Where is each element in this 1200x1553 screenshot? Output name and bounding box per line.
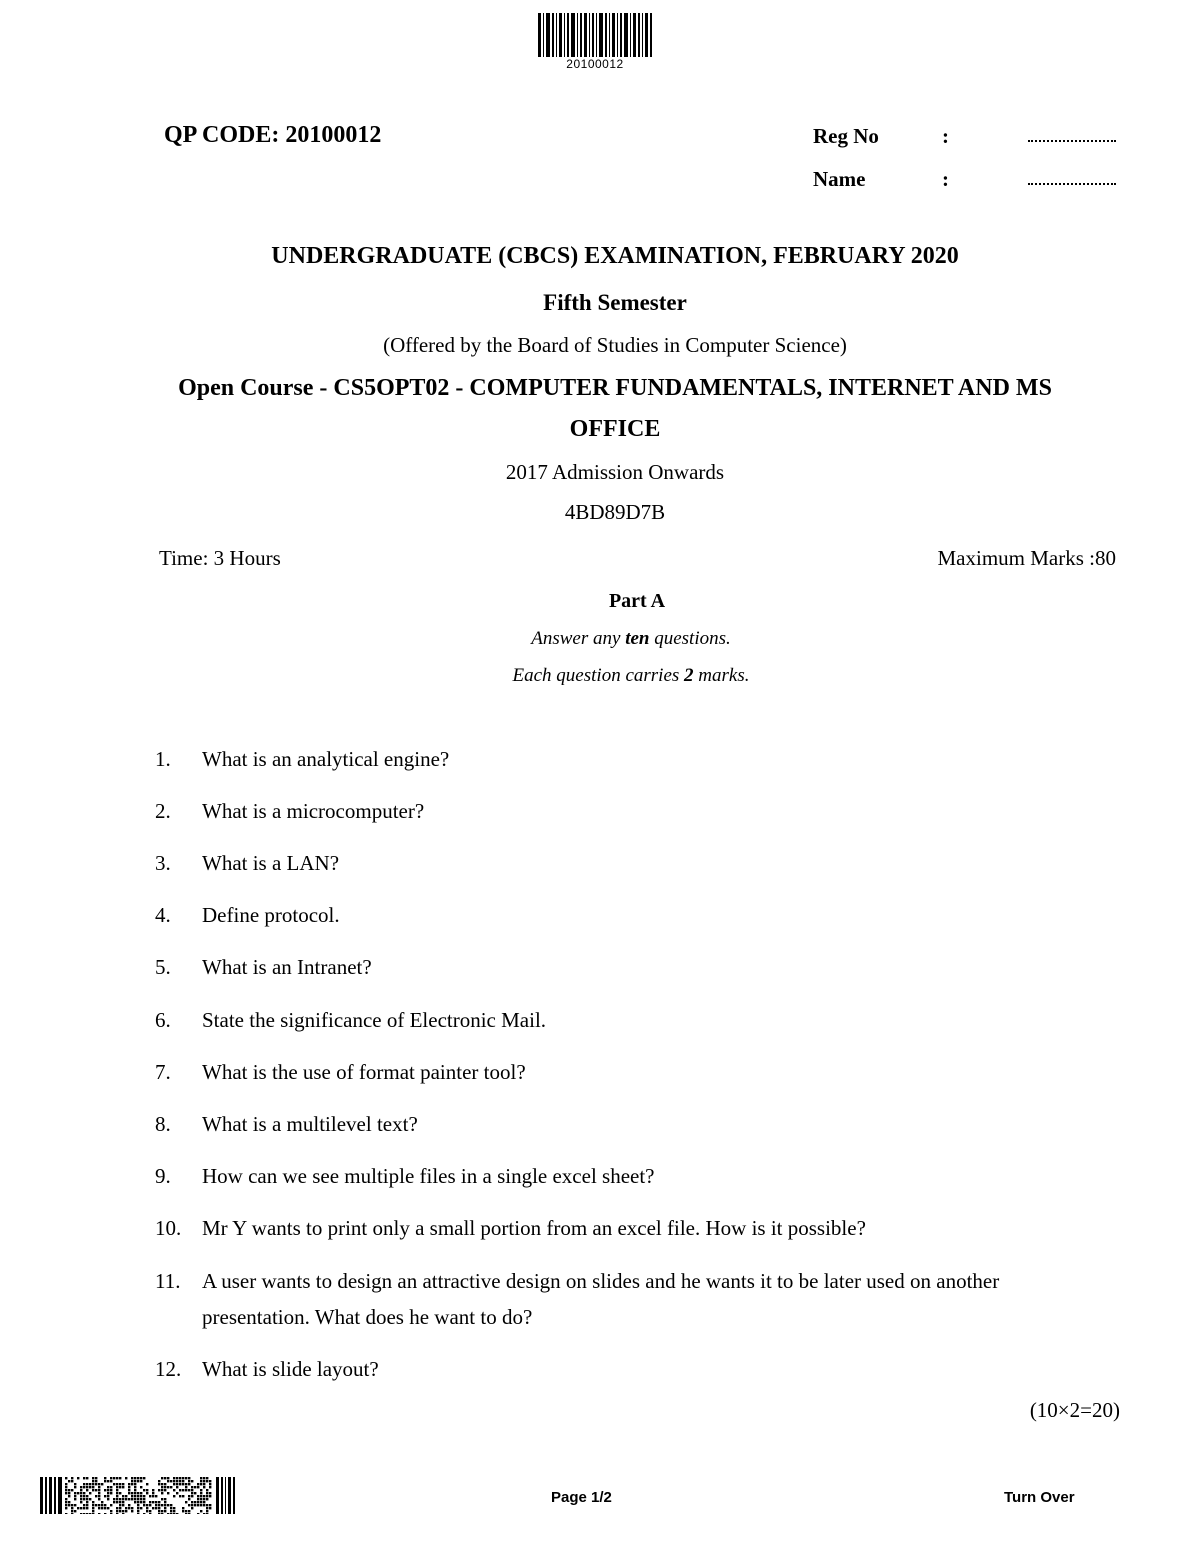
question-text: What is a LAN? (202, 851, 340, 875)
admission: 2017 Admission Onwards (505, 460, 725, 484)
name-field[interactable] (1028, 183, 1116, 185)
question-number: 10. (155, 1216, 182, 1240)
instruction-text: marks. (693, 665, 750, 686)
barcode-number: 20100012 (566, 57, 624, 71)
maximum-marks: Maximum Marks :80 (937, 546, 1116, 570)
question-number: 11. (155, 1269, 181, 1293)
instruction-text: Answer any (531, 628, 626, 649)
question-text: What is an analytical engine? (202, 747, 450, 771)
part-a-heading: Part A (608, 590, 666, 612)
question-number: 5. (155, 955, 171, 979)
question-text: Mr Y wants to print only a small portion from an excel file. How is it possible? (202, 1216, 866, 1240)
name-colon: : (942, 167, 949, 191)
turn-over: Turn Over (1004, 1489, 1075, 1506)
semester: Fifth Semester (543, 290, 687, 315)
question-text: Define protocol. (202, 903, 340, 927)
question-number: 9. (155, 1164, 171, 1188)
page-number: Page 1/2 (551, 1489, 612, 1506)
offered-by: (Offered by the Board of Studies in Computer Science) (383, 333, 847, 357)
question-number: 2. (155, 799, 171, 823)
barcode-top (538, 13, 652, 57)
instruction-text: questions. (649, 628, 731, 649)
question-number: 4. (155, 903, 171, 927)
question-text: What is an Intranet? (202, 955, 372, 979)
question-number: 7. (155, 1060, 171, 1084)
instruction-marks (0, 665, 1200, 687)
question-text: What is a multilevel text? (202, 1112, 418, 1136)
paper-code: 4BD89D7B (564, 500, 666, 524)
question-number: 12. (155, 1357, 182, 1381)
reg-no-colon: : (942, 124, 949, 148)
course-title-line1: Open Course - CS5OPT02 - COMPUTER FUNDAMENTALS, INTERNET AND MS (178, 375, 1052, 401)
question-number: 3. (155, 851, 171, 875)
question-text: What is the use of format painter tool? (202, 1060, 526, 1084)
instruction-bold: 2 (684, 665, 694, 686)
instruction-text: Each question carries (512, 665, 685, 686)
time-allowed: Time: 3 Hours (159, 546, 281, 570)
question-number: 8. (155, 1112, 171, 1136)
qp-code: QP CODE: 20100012 (164, 122, 382, 148)
question-number: 1. (155, 747, 171, 771)
question-text: What is a microcomputer? (202, 799, 425, 823)
reg-no-field[interactable] (1028, 140, 1116, 142)
question-text: A user wants to design an attractive design on slides and he wants it to be later used on another presentation. What does he want to do? (202, 1269, 1000, 1329)
question-text: What is slide layout? (202, 1357, 379, 1381)
reg-no-label: Reg No (813, 124, 879, 148)
instruction-answer-any (0, 628, 1200, 650)
barcode-bottom (40, 1477, 236, 1514)
instruction-bold: ten (625, 628, 650, 649)
question-text: State the significance of Electronic Mail. (202, 1008, 547, 1032)
part-a-total-marks: (10×2=20) (1029, 1398, 1120, 1422)
exam-title: UNDERGRADUATE (CBCS) EXAMINATION, FEBRUARY 2020 (271, 243, 959, 269)
name-label: Name (813, 167, 866, 191)
question-text: How can we see multiple files in a single excel sheet? (202, 1164, 655, 1188)
question-number: 6. (155, 1008, 171, 1032)
course-title-line2: OFFICE (569, 416, 661, 442)
